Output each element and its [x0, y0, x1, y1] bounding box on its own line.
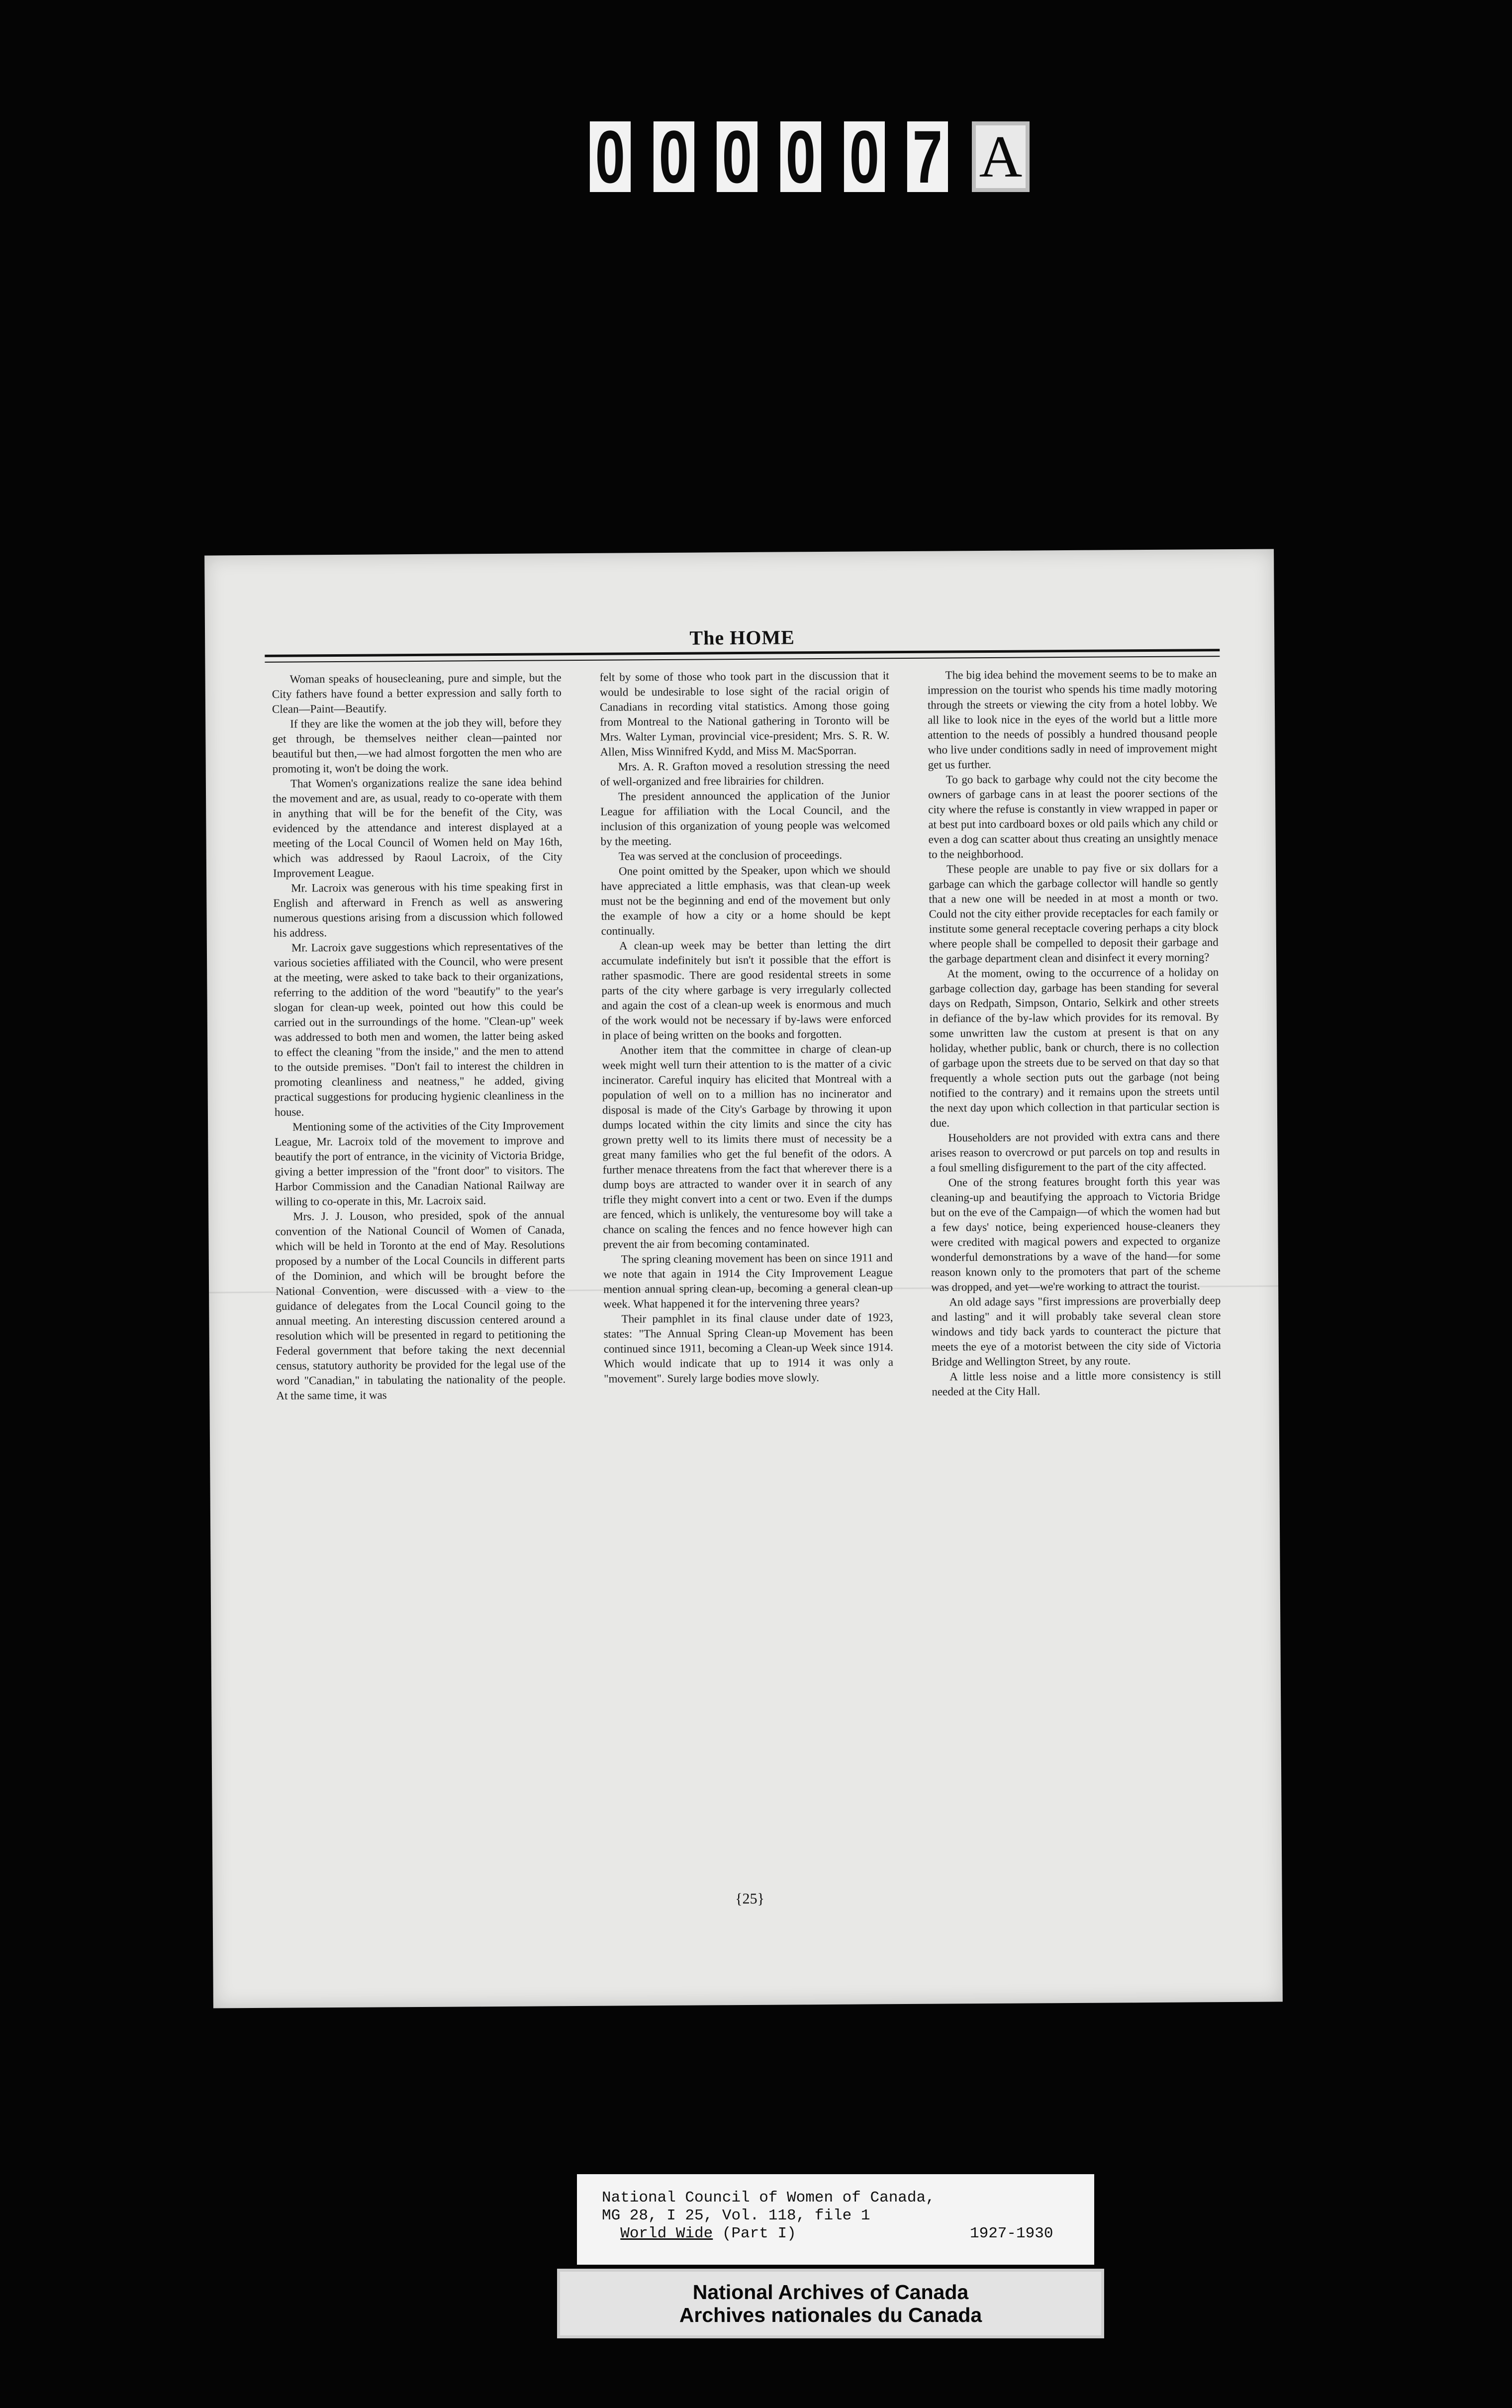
paragraph: These people are unable to pay five or six dollars for a garbage can which the garbage collector will handle so gently that a new one will be needed in at most a month or two. Could not the city either provide receptacles for each family or institute some general receptacle covering perhaps a city block where people shall be compelled to deposit their garbage and the garbage department clean and disinfect it every morning? — [929, 861, 1219, 965]
paragraph: Woman speaks of housecleaning, pure and simple, but the City fathers have found a better expression and sally forth to Clean—Paint—Beautify. — [272, 671, 562, 715]
paragraph: Mentioning some of the activities of the City Improvement League, Mr. Lacroix told of the movement to improve and beautify the port of entrance, in the vicinity of Victoria Bridge, giving a better impression of the "front door" to visitors. The Harbor Commission and the Canadian National Railway are willing to co-operate in this, Mr. Lacroix said. — [275, 1119, 565, 1208]
paragraph: Mr. Lacroix gave suggestions which representatives of the various societies affiliated with the Council, who were present at the meeting, were asked to take back to their organizations, referring to the addition of the word "beautify" to the year's slogan for clean-up week, pointed out how this could be carried out in the surroundings of the home. "Clean-up" week was addressed to both men and women, the latter being asked to effect the cleaning "from the inside," and the men to attend to the outside premises. "Don't fail to interest the children in promoting cleanliness and neatness," he added, giving practical suggestions for producing hygienic cleanliness in the house. — [274, 940, 564, 1118]
paragraph: One point omitted by the Speaker, upon which we should have appreciated a little emphasis, was that clean-up week must not be the beginning and end of the movement but only the example of how a city or a home should be kept continually. — [601, 863, 891, 937]
article-column-2 — [600, 668, 894, 1402]
paragraph: Mr. Lacroix was generous with his time speaking first in English and afterward in French as well as answering numerous questions arising from a discussion which followed his address. — [273, 880, 563, 939]
paragraph: Their pamphlet in its final clause under date of 1923, states: "The Annual Spring Clean-up Movement has been continued since 1911, becoming a Clean-up Week since 1914. Which would indicate that up to 1914 it was only a "movement". Surely large bodies move slowly. — [603, 1311, 894, 1385]
frame-digit: 0 — [590, 121, 631, 192]
paragraph: That Women's organizations realize the sane idea behind the movement and are, as usual, ready to co-operate with them in anything that will be for the benefit of the City, was evidenced by the attendance and interest displayed at a meeting of the Local Council of Women held on May 16th, which was addressed by Raoul Lacroix, of the City Improvement League. — [273, 776, 563, 880]
series-part: (Part I) — [713, 2225, 796, 2242]
banner-english: National Archives of Canada — [692, 2281, 969, 2304]
label-line: MG 28, I 25, Vol. 118, file 1 — [602, 2207, 870, 2224]
frame-letter: A — [972, 121, 1030, 192]
paragraph: One of the strong features brought forth this year was cleaning-up and beautifying the approach to Victoria Bridge but on the eve of the Campaign—of which the women had but a few days' notice, being experienced house-cleaners they were credited with magical powers and expected to organize wonderful demonstrations by a wave of the hand—for some reason known only to the promoters that part of the scheme was dropped, and yet—we're working to attract the tourist. — [930, 1175, 1221, 1294]
frame-digit: 7 — [907, 121, 948, 192]
magazine-page — [204, 549, 1283, 2008]
frame-digit: 0 — [654, 121, 694, 192]
banner-french: Archives nationales du Canada — [679, 2304, 982, 2326]
series-title: World Wide — [620, 2225, 713, 2242]
paragraph: Householders are not provided with extra cans and there arises reason to overcrowd or put parcels on top and results in a foul smelling disfigurement to the part of the city affected. — [930, 1130, 1220, 1174]
paragraph: felt by some of those who took part in the discussion that it would be undesirable to lose sight of the racial origin of Canadians in recording vital statistics. Among those going from Montreal to the National gathering in Toronto will be Mrs. Walter Lyman, provincial vice-president; Mrs. S. R. W. Allen, Miss Winnifred Kydd, and Miss M. MacSporran. — [599, 669, 890, 758]
paragraph: The big idea behind the movement seems to be to make an impression on the tourist who spends his time madly motoring through the streets or viewing the city from a hotel lobby. We all like to look nice in the eyes of the world but a little more attention to the needs of possibly a hundred thousand people who live under conditions sadly in need of improvement might get us further. — [927, 667, 1218, 771]
frame-number — [582, 114, 1030, 199]
paragraph: An old adage says "first impressions are proverbially deep and lasting" and it will probably take several clean store windows and tidy back yards to counteract the picture that meets the eye of a motorist between the city side of Victoria Bridge and Wellington Street, by any route. — [931, 1294, 1221, 1368]
frame-digit: 0 — [717, 121, 757, 192]
paragraph: Mrs. J. J. Louson, who presided, spok of the annual convention of the National Council of Women of Canada, which will be held in Toronto at the end of May. Resolutions proposed by a number of the Local Councils in different parts of the Dominion, and which will be brought before the National Convention, were discussed with a view to the guidance of delegates from the Local Council going to the annual meeting. An interesting discussion centered around a resolution which will be presented in regard to petitioning the Federal government that before taking the next decennial census, statutory authority be provided for the legal use of the word "Canadian," in tabulating the nationality of the people. At the same time, it was — [275, 1208, 566, 1402]
paragraph: Mrs. A. R. Grafton moved a resolution stressing the need of well-organized and free librairies for children. — [600, 759, 890, 788]
date-range: 1927-1930 — [970, 2225, 1053, 2242]
paragraph: If they are like the women at the job they will, before they get through, be themselves neither clean—painted nor beautiful but then,—we had almost forgotten the men who are promoting it, won't be doing the work. — [272, 716, 562, 775]
masthead: The HOME — [689, 626, 795, 649]
article-columns — [272, 666, 1222, 1404]
paragraph: To go back to garbage why could not the city become the owners of garbage cans in at least the poorer sections of the city where the refuse is constantly in view wrapped in paper or at best put into cardboard boxes or old pails which any child or even a dog can scatter about thus creating an unsightly menace to the neighborhood. — [928, 772, 1218, 861]
masthead-rule — [265, 649, 1220, 663]
article-column-1 — [272, 670, 566, 1404]
page-number: {25} — [735, 1890, 765, 1907]
paragraph: At the moment, owing to the occurrence of a holiday on garbage collection day, garbage has been standing for several days on Redpath, Simpson, Ontario, Selkirk and other streets in defiance of the by-law which provides for its removal. By some unwritten law the custom at present is that on any holiday, whether public, bank or church, there is no collection of garbage upon the streets due to be served on that day so that frequently a whole section puts out the garbage (not being notified to the contrary) and it remains upon the streets until the next day upon which collection in that particular section is due. — [929, 966, 1220, 1129]
paragraph: The president announced the application of the Junior League for affiliation with the Local Council, and the inclusion of this organization of young people was welcomed by the meeting. — [600, 789, 890, 848]
archive-banner — [557, 2269, 1104, 2338]
frame-digit: 0 — [844, 121, 884, 192]
archive-reference-label — [577, 2174, 1094, 2265]
paragraph: A clean-up week may be better than letting the dirt accumulate indefinitely but isn't it possible that the effort is rather spasmodic. There are good residental streets in some parts of the city where garbage is very irregularly collected and again the cost of a clean-up week is enormous and much of the work would not be necessary if by-laws were enforced in place of being written on the books and forgotten. — [601, 938, 891, 1042]
paragraph: A little less noise and a little more consistency is still needed at the City Hall. — [932, 1369, 1222, 1398]
paragraph: The spring cleaning movement has been on since 1911 and we note that again in 1914 the City Improvement League mention annual spring clean-up, becoming a general clean-up week. What happened it for the intervening three years? — [603, 1251, 893, 1310]
paragraph: Another item that the committee in charge of clean-up week might well turn their attention to is the matter of a civic incinerator. Careful inquiry has elicited that Montreal with a population of well on to a million has no incinerator and disposal is made of the City's Garbage by throwing it upon dumps located within the city limits and since the city has grown pretty well to its limits there must of necessity be a great many families who get the ful benefit of the odors. A further menace threatens from the fact that wherever there is a dump boys are attracted to wander over it in search of any trifle they might convert into a cent or two. Even if the dumps are fenced, which is unlikely, the venturesome boy will take a chance on scaling the fences and no fence however high can prevent the air from becoming contaminated. — [602, 1042, 893, 1251]
article-column-3 — [928, 666, 1222, 1400]
label-line: National Council of Women of Canada, — [602, 2189, 935, 2207]
paragraph: Tea was served at the conclusion of proceedings. — [618, 848, 843, 863]
frame-digit: 0 — [780, 121, 821, 192]
